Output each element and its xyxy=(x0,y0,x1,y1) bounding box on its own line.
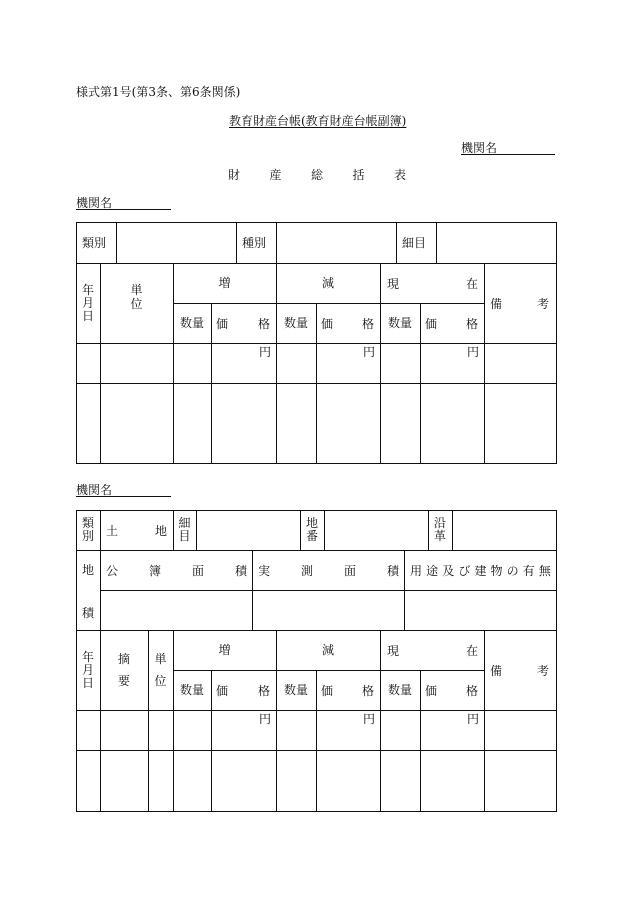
decrease-header: 減 xyxy=(321,275,334,290)
qty-header: 数量 xyxy=(179,682,204,697)
summary-header: 摘 要 xyxy=(117,652,130,688)
document-title: 教育財産台帳(教育財産台帳副簿) xyxy=(229,114,407,128)
form-number: 様式第1号(第3条、第6条関係) xyxy=(76,85,241,99)
yen-mark: 円 xyxy=(467,345,480,359)
actual-area-header: 実 測 面 積 xyxy=(258,563,399,578)
summary-table-title xyxy=(228,167,406,181)
history-label: 沿 革 xyxy=(433,516,446,543)
qty-header: 数量 xyxy=(387,682,412,697)
yen-mark: 円 xyxy=(259,345,272,359)
class-label: 類 別 xyxy=(81,516,94,543)
decrease-header: 減 xyxy=(321,642,334,657)
yen-mark: 円 xyxy=(363,712,376,726)
detail-label: 細目 xyxy=(402,236,427,250)
official-area-header: 公 簿 面 積 xyxy=(106,563,247,578)
yen-mark: 円 xyxy=(363,345,376,359)
price-header: 価 格 xyxy=(321,316,374,331)
current-header: 現 在 xyxy=(387,276,478,291)
qty-header: 数量 xyxy=(179,315,204,330)
summary-title-char: 表 xyxy=(393,167,406,182)
price-header: 価 格 xyxy=(321,683,374,698)
class-label: 類別 xyxy=(82,236,107,250)
agency-label-section1: 機関名 xyxy=(76,196,113,210)
yen-mark: 円 xyxy=(259,712,272,726)
agency-label-section2: 機関名 xyxy=(76,483,113,497)
land-label: 土 地 xyxy=(106,523,167,538)
agency-underline-section2 xyxy=(76,496,171,497)
price-header: 価 格 xyxy=(425,683,478,698)
increase-header: 増 xyxy=(218,642,231,657)
unit-header: 単 位 xyxy=(130,283,143,311)
summary-title-char: 財 xyxy=(228,167,241,182)
increase-header: 増 xyxy=(218,275,231,290)
detail-label: 細 目 xyxy=(178,516,191,543)
unit-header: 単 位 xyxy=(154,652,167,688)
qty-header: 数量 xyxy=(283,315,308,330)
agency-label-top: 機関名 xyxy=(461,141,498,155)
lot-number-label: 地 番 xyxy=(305,516,318,543)
date-header: 年 月 日 xyxy=(81,282,94,323)
kind-label: 種別 xyxy=(242,236,267,250)
remarks-header: 備 考 xyxy=(490,663,549,678)
agency-underline-section1 xyxy=(76,209,171,210)
land-area-label-top: 地 xyxy=(82,563,95,577)
summary-title-char: 括 xyxy=(352,167,365,182)
agency-underline-top xyxy=(461,154,555,155)
current-header: 現 在 xyxy=(387,643,478,658)
yen-mark: 円 xyxy=(467,712,480,726)
price-header: 価 格 xyxy=(216,683,270,698)
qty-header: 数量 xyxy=(387,315,412,330)
usage-header: 用 途 及 び 建 物 の 有 無 xyxy=(410,563,551,578)
price-header: 価 格 xyxy=(425,316,478,331)
qty-header: 数量 xyxy=(283,682,308,697)
price-header: 価 格 xyxy=(216,316,270,331)
remarks-header: 備 考 xyxy=(490,296,549,311)
summary-title-char: 総 xyxy=(310,167,323,182)
summary-title-char: 産 xyxy=(269,167,282,182)
date-header: 年 月 日 xyxy=(81,649,94,690)
land-area-label-bottom: 積 xyxy=(82,606,95,620)
